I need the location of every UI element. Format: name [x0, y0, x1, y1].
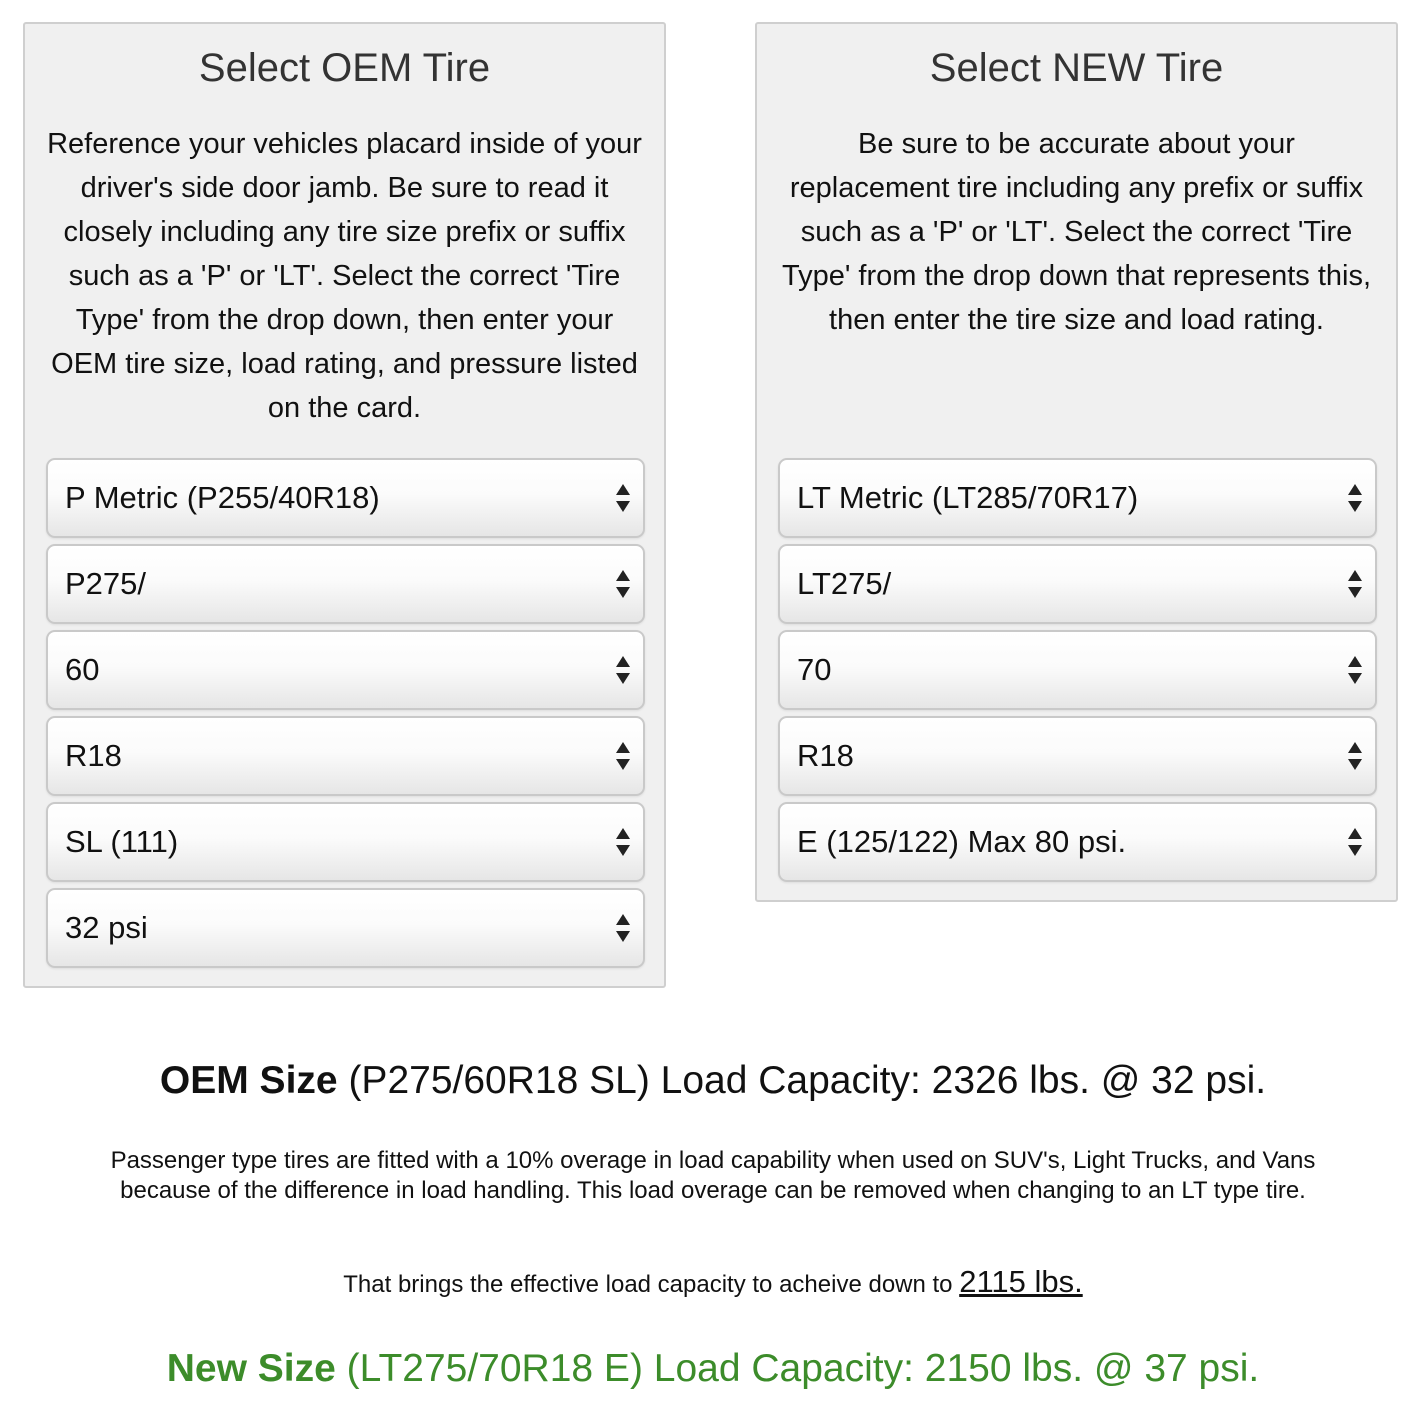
oem-width-select[interactable] — [46, 544, 645, 624]
oem-size-result — [0, 1056, 1426, 1106]
new-panel-title: Select NEW Tire — [929, 46, 1224, 90]
up-down-arrows-icon — [1347, 482, 1363, 514]
oem-pressure-select[interactable] — [46, 888, 645, 968]
new-tire-panel — [755, 22, 1398, 902]
oem-panel-title: Select OEM Tire — [198, 46, 491, 90]
oem-tire-panel — [23, 22, 666, 988]
new-load-rating-select[interactable] — [778, 802, 1377, 882]
oem-aspect-ratio-value: 60 — [65, 652, 100, 687]
up-down-arrows-icon — [615, 654, 631, 686]
up-down-arrows-icon — [1347, 740, 1363, 772]
new-aspect-ratio-value: 70 — [797, 652, 832, 687]
oem-size-label: OEM Size — [159, 1059, 338, 1102]
oem-pressure-value: 32 psi — [65, 910, 148, 945]
oem-rim-select[interactable] — [46, 716, 645, 796]
new-tire-type-value: LT Metric (LT285/70R17) — [797, 480, 1139, 515]
up-down-arrows-icon — [1347, 568, 1363, 600]
oem-tire-type-value: P Metric (P255/40R18) — [65, 480, 380, 515]
new-size-detail: (LT275/70R18 E) Load Capacity: 2150 lbs. @ 37 psi. — [335, 1347, 1260, 1390]
new-width-select[interactable] — [778, 544, 1377, 624]
new-panel-description: Be sure to be accurate about your replacement tire including any prefix or suffix such as a 'P' or 'LT'. Select the correct 'Tire Type' from the drop down that represents this, then enter the tire size and load rating. — [781, 128, 1372, 336]
up-down-arrows-icon — [615, 826, 631, 858]
new-load-rating-value: E (125/122) Max 80 psi. — [797, 824, 1127, 859]
effective-capacity-text: That brings the effective load capacity to acheive down to — [343, 1271, 960, 1298]
up-down-arrows-icon — [615, 740, 631, 772]
up-down-arrows-icon — [1347, 826, 1363, 858]
oem-tire-type-select[interactable] — [46, 458, 645, 538]
up-down-arrows-icon — [615, 912, 631, 944]
oem-rim-value: R18 — [65, 738, 122, 773]
new-size-label: New Size — [166, 1347, 336, 1390]
effective-capacity-line — [0, 1264, 1426, 1303]
oem-width-value: P275/ — [65, 566, 147, 601]
oem-load-rating-select[interactable] — [46, 802, 645, 882]
oem-panel-description: Reference your vehicles placard inside of your driver's side door jamb. Be sure to read it closely including any tire size prefix or suffix such as a 'P' or 'LT'. Select the correct 'Tire Type' from the drop down, then enter your OEM tire size, load rating, and pressure listed on the card. — [47, 128, 642, 424]
new-aspect-ratio-select[interactable] — [778, 630, 1377, 710]
up-down-arrows-icon — [1347, 654, 1363, 686]
oem-aspect-ratio-select[interactable] — [46, 630, 645, 710]
oem-size-detail: (P275/60R18 SL) Load Capacity: 2326 lbs. @ 32 psi. — [337, 1059, 1267, 1102]
new-tire-type-select[interactable] — [778, 458, 1377, 538]
up-down-arrows-icon — [615, 482, 631, 514]
new-rim-select[interactable] — [778, 716, 1377, 796]
up-down-arrows-icon — [615, 568, 631, 600]
oem-load-rating-value: SL (111) — [65, 824, 179, 859]
new-size-result — [0, 1344, 1426, 1394]
new-width-value: LT275/ — [797, 566, 892, 601]
effective-capacity-value: 2115 lbs. — [959, 1264, 1083, 1299]
new-rim-value: R18 — [797, 738, 854, 773]
overage-note: Passenger type tires are fitted with a 10% overage in load capability when used on SUV's, Light Trucks, and Vans because of the difference in load handling. This load overage can be removed when changing to an LT type tire. — [110, 1147, 1316, 1204]
